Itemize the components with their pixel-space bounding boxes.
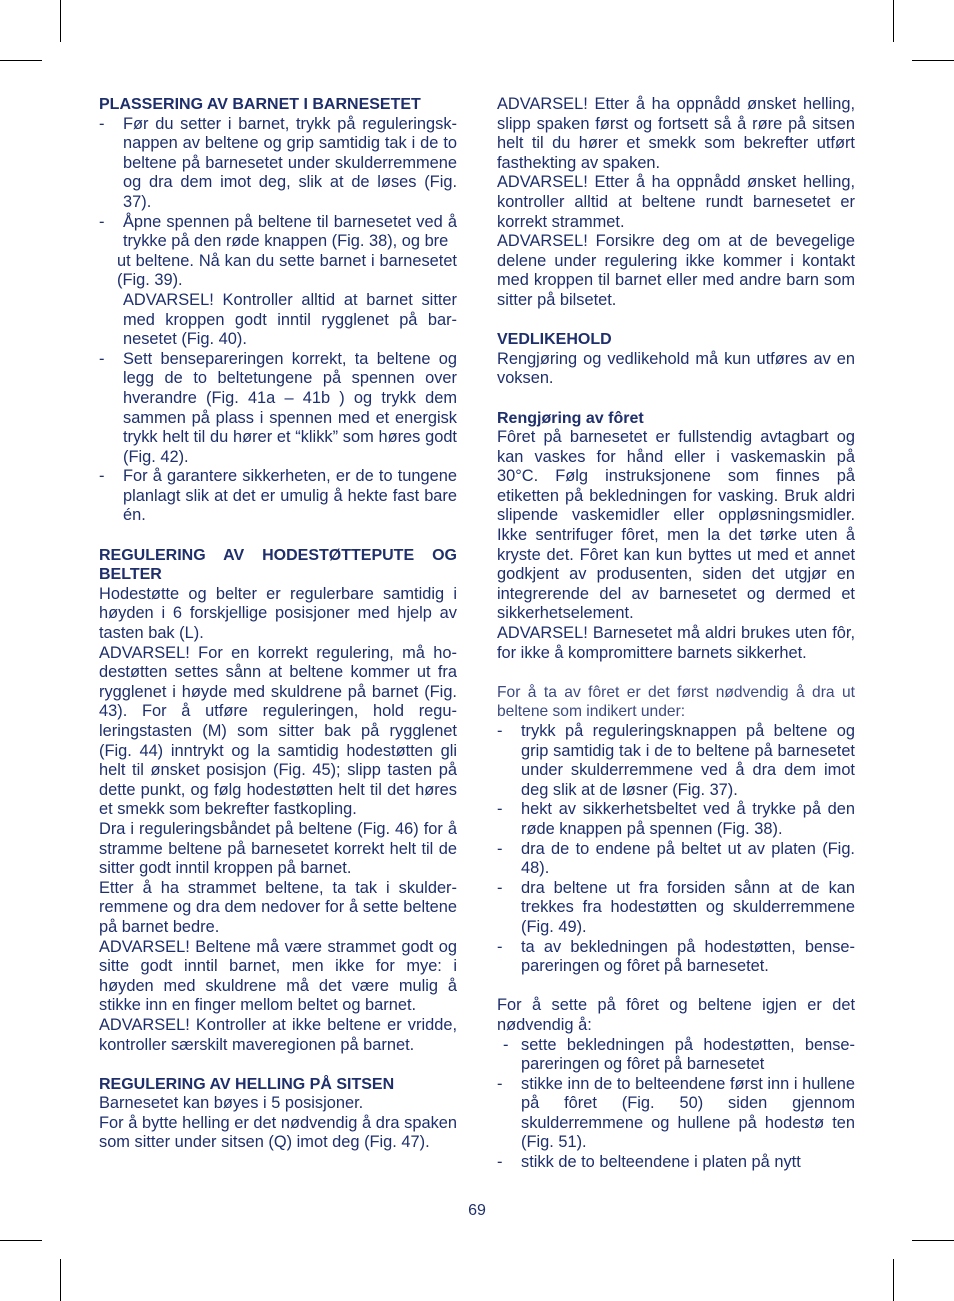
paragraph: Rengjøring og vedlikehold må kun utføres av en voksen. (497, 349, 855, 388)
list-item-continuation: ut beltene. Nå kan du sette barnet i barnesetet (Fig. 39). (117, 251, 457, 290)
list-item: - dra de to endene på beltet ut av platen (Fig. 48). (497, 839, 855, 878)
section-heading-incline: REGULERING AV HELLING PÅ SITSEN (99, 1075, 395, 1093)
paragraph: For å bytte helling er det nødvendig å dra spaken som sitter under sitsen (Q) imot deg (Fig. 47). (99, 1113, 457, 1152)
warning-text: ADVARSEL! Forsikre deg om at de bevegelige delene under regulering ikke kommer i kontakt med kroppen til barnet eller med andre barn som sitter på bilsetet. (497, 232, 855, 309)
paragraph: Dra i reguleringsbåndet på beltene (Fig. 46) for å stramme beltene på barnesetet korrekt helt til de sitter godt inntil kroppen på barnet. (99, 819, 457, 878)
right-column (497, 95, 855, 1173)
page-number: 69 (468, 1202, 486, 1219)
list-item: - trykk på reguleringsknappen på beltene og grip samtidig tak i de to beltene på barnesetet under skulderremmene ved å dra dem imot deg slik at de løsner (Fig. 37). (497, 722, 855, 799)
section-heading-cleaning: Rengjøring av fôret (497, 409, 644, 427)
section-heading-maintenance: VEDLIKEHOLD (497, 331, 612, 349)
paragraph: ADVARSEL! Kontroller at ikke beltene er vridde, kontroller særskilt maveregionen på barnet. (99, 1015, 457, 1054)
crop-mark (912, 1240, 954, 1241)
list-item: - sette bekledningen på hodestøtten, bensepareringen og fôret på barnesetet (503, 1035, 855, 1074)
crop-mark (893, 1259, 894, 1301)
paragraph: Etter å ha strammet beltene, ta tak i skulderremmene og dra dem nedover for å sette beltene på barnet bedre. (99, 878, 457, 936)
crop-mark (893, 0, 894, 42)
list-item: - For å garantere sikkerheten, er de to tungene planlagt slik at det er umulig å hekte fast bare én. (99, 467, 457, 525)
crop-mark (60, 1259, 61, 1301)
list-item: - Åpne spennen på beltene til barnesetet ved å trykke på den røde knappen (Fig. 38), og bre (99, 212, 457, 251)
list-item: - hekt av sikkerhetsbeltet ved å trykke på den røde knappen på spennen (Fig. 38). (497, 800, 855, 838)
paragraph: ADVARSEL! Barnesetet må aldri brukes uten fôr, for ikke å kompromittere barnets sikkerhet. (497, 624, 855, 662)
paragraph: Hodestøtte og belter er regulerbare samtidig i høyden i 6 forskjellige posisjoner med hjelp av tasten bak (L). (99, 584, 457, 643)
crop-mark (0, 1240, 42, 1241)
paragraph: ADVARSEL! Beltene må være strammet godt og sitte godt inntil barnet, men ikke for mye: i høyden med skuldrene må det være mulig å stikke inn en finger mellom beltet og barnet. (99, 937, 457, 1015)
warning-text: ADVARSEL! Etter å ha oppnådd ønsket helling, slipp spaken først og fortsett så å røre på sitsen helt til du hører et smekk som bekrefter utført fasthekting av spaken. (497, 95, 855, 172)
warning-text: ADVARSEL! Etter å ha oppnådd ønsket helling, kontroller alltid at beltene rundt barnesetet er korrekt strammet. (497, 173, 855, 231)
list-item: - dra beltene ut fra forsiden sånn at de kan trekkes fra hodestøtten og skulderremmene (Fig. 49). (497, 878, 855, 936)
crop-mark (912, 60, 954, 61)
paragraph: For å sette på fôret og beltene igjen er det nødvendig å: (497, 996, 855, 1034)
paragraph: Barnesetet kan bøyes i 5 posisjoner. (99, 1094, 364, 1113)
crop-mark (0, 60, 42, 61)
list-item: - ta av bekledningen på hodestøtten, bensepareringen og fôret på barnesetet. (497, 937, 855, 976)
list-item: - stikk de to belteendene i platen på nytt (497, 1153, 801, 1172)
list-item: - Før du setter i barnet, trykk på reguleringsknappen av beltene og grip samtidig tak i de to beltene på barnesetet under skulderremmene og dra dem imot deg, slik at de løses (Fig. 37). (99, 114, 457, 211)
section-heading-placement: PLASSERING AV BARNET I BARNESETET (99, 96, 421, 113)
paragraph: Fôret på barnesetet er fullstendig avtagbart og kan vaskes for hånd eller i vaskemaskin på 30°C. Følg instruksjonene som finnes på etiketten på bekledningen for vasking. Bruk aldri slipende vaskemidler eller oppløsningsmidler. Ikke sentrifuger fôret, men la det tørke uten å kryste det. Fôret kan kun byttes ut med et annet godkjent av produsenten, siden det utgjør en integrerende del av barnesetet og dermed et sikkerhetselement. (497, 428, 855, 623)
warning-text: ADVARSEL! Kontroller alltid at barnet sitter med kroppen godt inntil rygglenet på barnesetet (Fig. 40). (123, 290, 457, 349)
paragraph-intro: For å ta av fôret er det først nødvendig å dra ut beltene som indikert under: (497, 683, 855, 721)
list-item: - Sett bensepareringen korrekt, ta beltene og legg de to beltetungene på spennen over hverandre (Fig. 41a – 41b ) og trykk dem sammen på plass i spennen med et energisk trykk helt til du hører et “klikk” som høres godt (Fig. 42). (99, 349, 457, 466)
left-column (99, 95, 457, 1153)
paragraph: ADVARSEL! For en korrekt regulering, må hodestøtten settes sånn at beltene kommer ut fra rygglenet i høyde med skuldrene på barnet (Fig. 43). For å utføre reguleringen, hold reguleringstasten (M) som sitter bak på rygglenet (Fig. 44) inntrykt og la samtidig hodestøtten gli helt til ønsket posisjon (Fig. 45); slipp tasten på dette punkt, og følg hodestøtten helt til det høres et smekk som bekrefter fastkopling. (99, 643, 457, 819)
section-heading-headrest: REGULERING AV HODESTØTTEPUTE OG BELTER (99, 546, 457, 584)
crop-mark (60, 0, 61, 42)
list-item: - stikke inn de to belteendene først inn i hullene på fôret (Fig. 50) siden gjennom skulderremmene og hullene på hodestø ten (Fig. 51). (497, 1074, 855, 1152)
